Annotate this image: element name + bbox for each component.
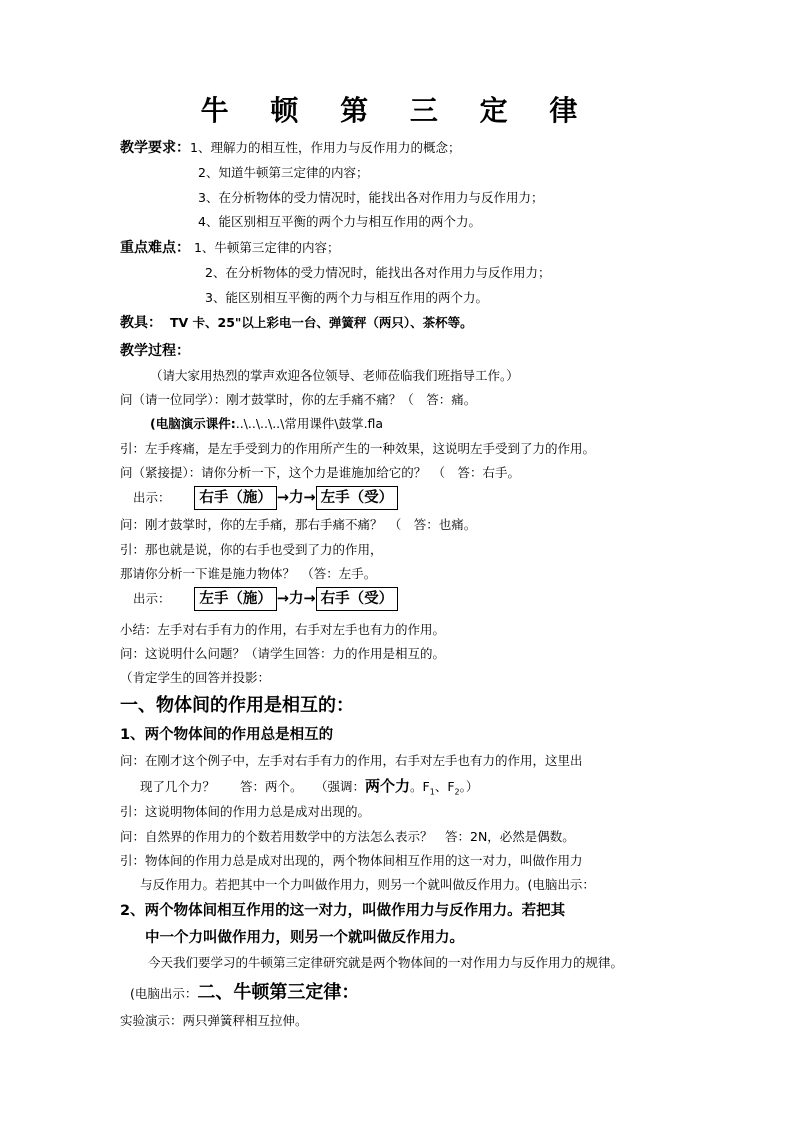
display-box: 右手（受） [316,587,399,611]
text-line: 小结：左手对右手有力的作用，右手对左手也有力的作用。 [120,622,446,637]
requirement-item: 1、理解力的相互性，作用力与反作用力的概念； [190,140,461,155]
text-line: 问：刚才鼓掌时，你的左手痛，那右手痛不痛？ （ 答：也痛。 [120,517,477,532]
text-line: 今天我们要学习的牛顿第三定律研究就是两个物体间的一对作用力与反作用力的规律。 [148,955,624,970]
courseware-label: (电脑演示课件: [150,416,236,431]
display-box: 右手（施） [194,486,277,510]
subsection-heading-2-cont: 中一个力叫做作用力，则另一个就叫做反作用力。 [145,930,464,946]
document-title: 牛 顿 第 三 定 律 [200,94,594,127]
key-point-item: 2、在分析物体的受力情况时，能找出各对作用力与反作用力； [205,265,551,280]
requirements-row-1 [120,140,460,156]
subsection-heading-1: 1、两个物体间的作用总是相互的 [120,727,334,743]
subscript: 2 [454,787,460,797]
requirement-item: 2、知道牛顿第三定律的内容； [198,165,369,180]
text-segment: 、F [434,779,455,794]
tools-text: TV 卡、25"以上彩电一台、弹簧秤（两只）、茶杯等。 [169,315,473,330]
show-prefix: (电脑出示： [130,986,198,1001]
display-box: 左手（受） [316,486,399,510]
subsection-heading-2: 2、两个物体间相互作用的这一对力，叫做作用力与反作用力。若把其 [120,903,566,919]
display-label: 出示： [133,591,171,606]
emphasis-text: 两个力 [365,777,411,795]
display-label: 出示： [133,490,171,505]
section-heading-1: 一、物体间的作用是相互的： [120,695,354,716]
text-line: 问（紧接提）：请你分析一下，这个力是谁施加给它的？ （ 答：右手。 [120,465,521,480]
display-row-1 [133,486,398,510]
requirement-item: 4、能区别相互平衡的两个力与相互作用的两个力。 [198,214,481,229]
text-line: （请大家用热烈的掌声欢迎各位领导、老师莅临我们班指导工作。） [150,368,519,383]
key-points-row-1 [120,240,339,256]
text-line-emphasis [140,778,478,801]
text-line: 引：这说明物体间的作用力总是成对出现的。 [120,804,371,819]
key-point-item: 1、牛顿第三定律的内容； [193,240,340,255]
requirements-label: 教学要求： [120,140,190,156]
display-row-2 [133,587,398,611]
key-point-item: 3、能区别相互平衡的两个力与相互作用的两个力。 [205,290,488,305]
display-arrow: →力→ [276,490,316,506]
courseware-link[interactable]: ..\..\..\..\常用课件\鼓掌.fla [235,416,384,431]
text-segment: 。） [459,779,479,794]
show-row [130,982,359,1005]
display-box: 左手（施） [194,587,277,611]
text-line: 那请你分析一下谁是施力物体？ （答：左手。 [120,566,377,581]
text-segment: 。F [410,779,430,794]
process-label: 教学过程： [120,343,190,359]
text-segment: 现了几个力？ 答：两个。 （强调： [140,779,366,794]
text-line: 引：左手疼痛，是左手受到力的作用所产生的一种效果，这说明左手受到了力的作用。 [120,441,596,456]
key-points-label: 重点难点： [120,240,190,256]
text-line: 问：在刚才这个例子中，左手对右手有力的作用，右手对左手也有力的作用，这里出 [120,753,583,768]
text-line: 问（请一位同学）：刚才鼓掌时，你的左手痛不痛？（ 答：痛。 [120,392,477,407]
display-arrow: →力→ [276,591,316,607]
text-line: 与反作用力。若把其中一个力叫做作用力，则另一个就叫做反作用力。(电脑出示： [140,877,595,892]
tools-row [120,315,473,331]
requirement-item: 3、在分析物体的受力情况时，能找出各对作用力与反作用力； [198,190,544,205]
courseware-line [150,416,383,432]
text-line: 问：自然界的作用力的个数若用数学中的方法怎么表示？ 答：2N，必然是偶数。 [120,829,575,844]
section-heading-2: 二、牛顿第三定律： [197,982,360,1003]
text-line: 引：那也就是说，你的右手也受到了力的作用， [120,542,383,557]
text-line: （肯定学生的回答并投影： [120,670,271,685]
tools-label: 教具： [120,315,162,331]
text-line: 问：这说明什么问题？（请学生回答：力的作用是相互的。 [120,646,446,661]
text-line: 实验演示：两只弹簧秤相互拉伸。 [120,1013,308,1028]
text-line: 引：物体间的作用力总是成对出现的，两个物体间相互作用的这一对力，叫做作用力 [120,853,583,868]
subscript: 1 [429,787,435,797]
